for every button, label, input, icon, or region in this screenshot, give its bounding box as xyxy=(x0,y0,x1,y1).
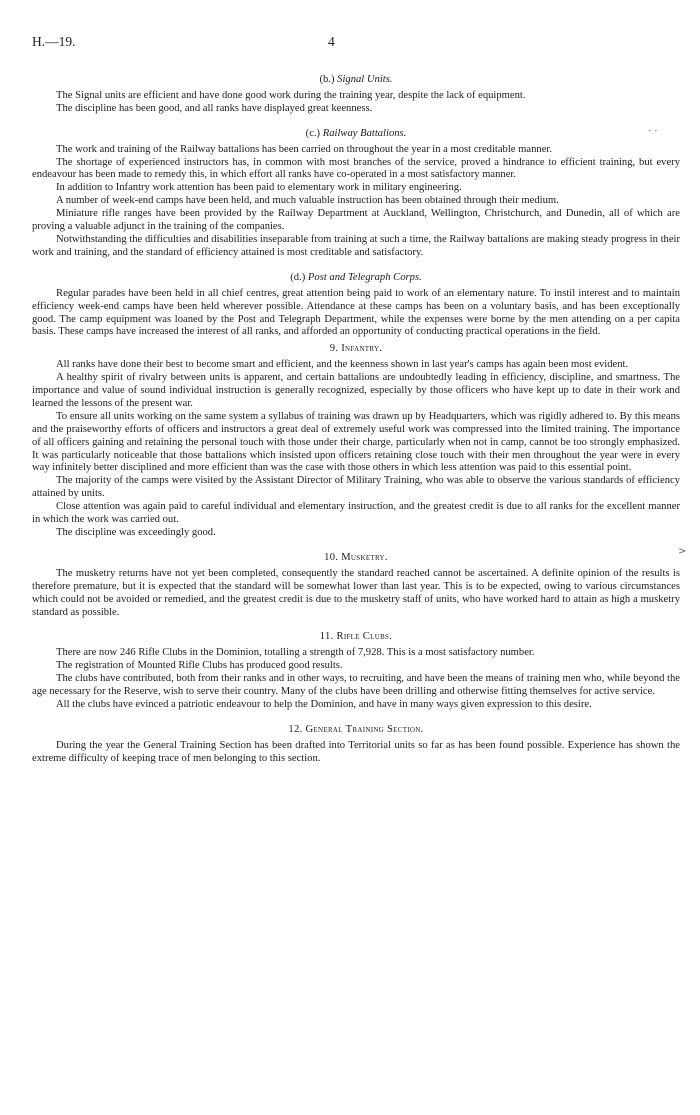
margin-mark: · · xyxy=(648,126,658,137)
paragraph: A number of week-end camps have been held, and much valuable instruction has been obtained through their medium. xyxy=(56,195,559,207)
paragraph: During the year the General Training Section has been drafted into Territorial units so far as has been found possible. Experience has shown the extreme difficulty of keeping trace of men belonging to this section. xyxy=(32,739,680,764)
document-page xyxy=(32,36,680,766)
paragraph: All ranks have done their best to become smart and efficient, and the keenness shown in last year's camps has again been most evident. xyxy=(56,359,629,371)
paragraph: The discipline was exceedingly good. xyxy=(56,527,216,538)
paragraph: All the clubs have evinced a patriotic endeavour to help the Dominion, and have in many ways given expression to this desire. xyxy=(56,698,592,710)
paragraph: Miniature rifle ranges have been provided by the Railway Department at Auckland, Wellington, Christchurch, and Dunedin, all of which are proving a valuable adjunct in the training of the companies. xyxy=(32,208,680,233)
paragraph: A healthy spirit of rivalry between units is apparent, and certain battalions are undoubtedly leading in efficiency, discipline, and smartness. The importance and value of sound individual instruction is generally recognized, especially by those officers who have kept up to date in their work and learned the lessons of the present war. xyxy=(32,372,680,409)
paragraph: Regular parades have been held in all chief centres, great attention being paid to work of an elementary nature. To instil interest and to maintain efficiency week-end camps have been held wherever possible. Attendance at these camps has been on a voluntary basis, and has been exceptionally good. The camp equipment was loaned by the Post and Telegraph Department, while the expenses were borne by the men attending on a per capita basis. These camps have increased the interest of all ranks, and afforded an opportunity of conducting practical operations in the field. xyxy=(32,287,680,338)
post-telegraph-heading xyxy=(32,272,680,285)
paragraph: The clubs have contributed, both from their ranks and in other ways, to recruiting, and have been the means of training men who, while beyond the age necessary for the Reserve, wish to serve their country. Many of the clubs have been drilling and otherwise fitting themselves for active service. xyxy=(32,673,680,698)
document-reference: H.—19. xyxy=(32,34,76,49)
railway-battalions-heading xyxy=(32,128,680,141)
rifle-clubs-heading: 11. Rifle Clubs. xyxy=(319,631,393,643)
signal-units-title: Signal Units. xyxy=(337,74,393,85)
infantry-heading: 9. Infantry. xyxy=(329,343,383,355)
railway-battalions-label: (c.) xyxy=(305,127,321,139)
paragraph: The musketry returns have not yet been completed, consequently the standard reached cannot be ascertained. A definite opinion of the results is therefore premature, but it is expected that the standard will be somewhat lower than last year. This is to be expected, owing to various circumstances which could not be avoided or remedied, and the greatest credit is due to the musketry staff of units, who have worked hard to attain as high a musketry standard as possible. xyxy=(32,567,680,618)
railway-battalions-title: Railway Battalions. xyxy=(322,127,407,139)
paragraph: To ensure all units working on the same system a syllabus of training was drawn up by Headquarters, which was rigidly adhered to. By this means and the praiseworthy efforts of officers and instructors a great deal of extremely useful work was compressed into the limited training. The importance of all officers gaining and retaining the personal touch with those under their charge, particularly when not in camp, cannot be too strongly emphasized. It was particularly noticeable that those battalions which insisted upon officers retaining close touch with their men throughout the year were in every way infinitely better disciplined and more efficient than was the case with those others in which less attention was paid to this essential point. xyxy=(32,410,680,474)
page-header xyxy=(32,36,680,56)
musketry-heading: 10. Musketry. xyxy=(324,551,388,563)
paragraph: In addition to Infantry work attention has been paid to elementary work in military engineering. xyxy=(56,182,462,194)
paragraph: Close attention was again paid to careful individual and elementary instruction, and the greatest credit is due to all ranks for the excellent manner in which the work was carried out. xyxy=(32,501,680,526)
margin-mark: > xyxy=(678,546,687,557)
paragraph: The work and training of the Railway battalions has been carried on throughout the year in a most creditable manner. xyxy=(56,143,552,155)
page-number: 4 xyxy=(328,34,335,49)
paragraph: Notwithstanding the difficulties and disabilities inseparable from training at such a time, the Railway battalions are making steady progress in their work and training, and the standard of efficiency attained is most creditable and satisfactory. xyxy=(32,233,680,258)
paragraph: The shortage of experienced instructors has, in common with most branches of the service, proved a hindrance to efficient training, but every endeavour has been made to remedy this, in which effort all ranks have co-operated in a most satisfactory manner. xyxy=(32,156,680,181)
general-training-heading: 12. General Training Section. xyxy=(288,723,424,735)
signal-units-label: (b.) xyxy=(319,74,335,85)
paragraph: The Signal units are efficient and have done good work during the training year, despite the lack of equipment. xyxy=(56,89,526,101)
paragraph: There are now 246 Rifle Clubs in the Dominion, totalling a strength of 7,928. This is a most satisfactory number. xyxy=(56,647,535,659)
signal-units-heading xyxy=(32,74,680,87)
post-telegraph-title: Post and Telegraph Corps. xyxy=(307,271,422,283)
paragraph: The registration of Mounted Rifle Clubs has produced good results. xyxy=(56,660,343,672)
post-telegraph-label: (d.) xyxy=(290,271,306,283)
paragraph: The majority of the camps were visited by the Assistant Director of Military Training, who was able to observe the various standards of efficiency attained by units. xyxy=(32,475,680,500)
paragraph: The discipline has been good, and all ranks have displayed great keenness. xyxy=(56,102,373,114)
